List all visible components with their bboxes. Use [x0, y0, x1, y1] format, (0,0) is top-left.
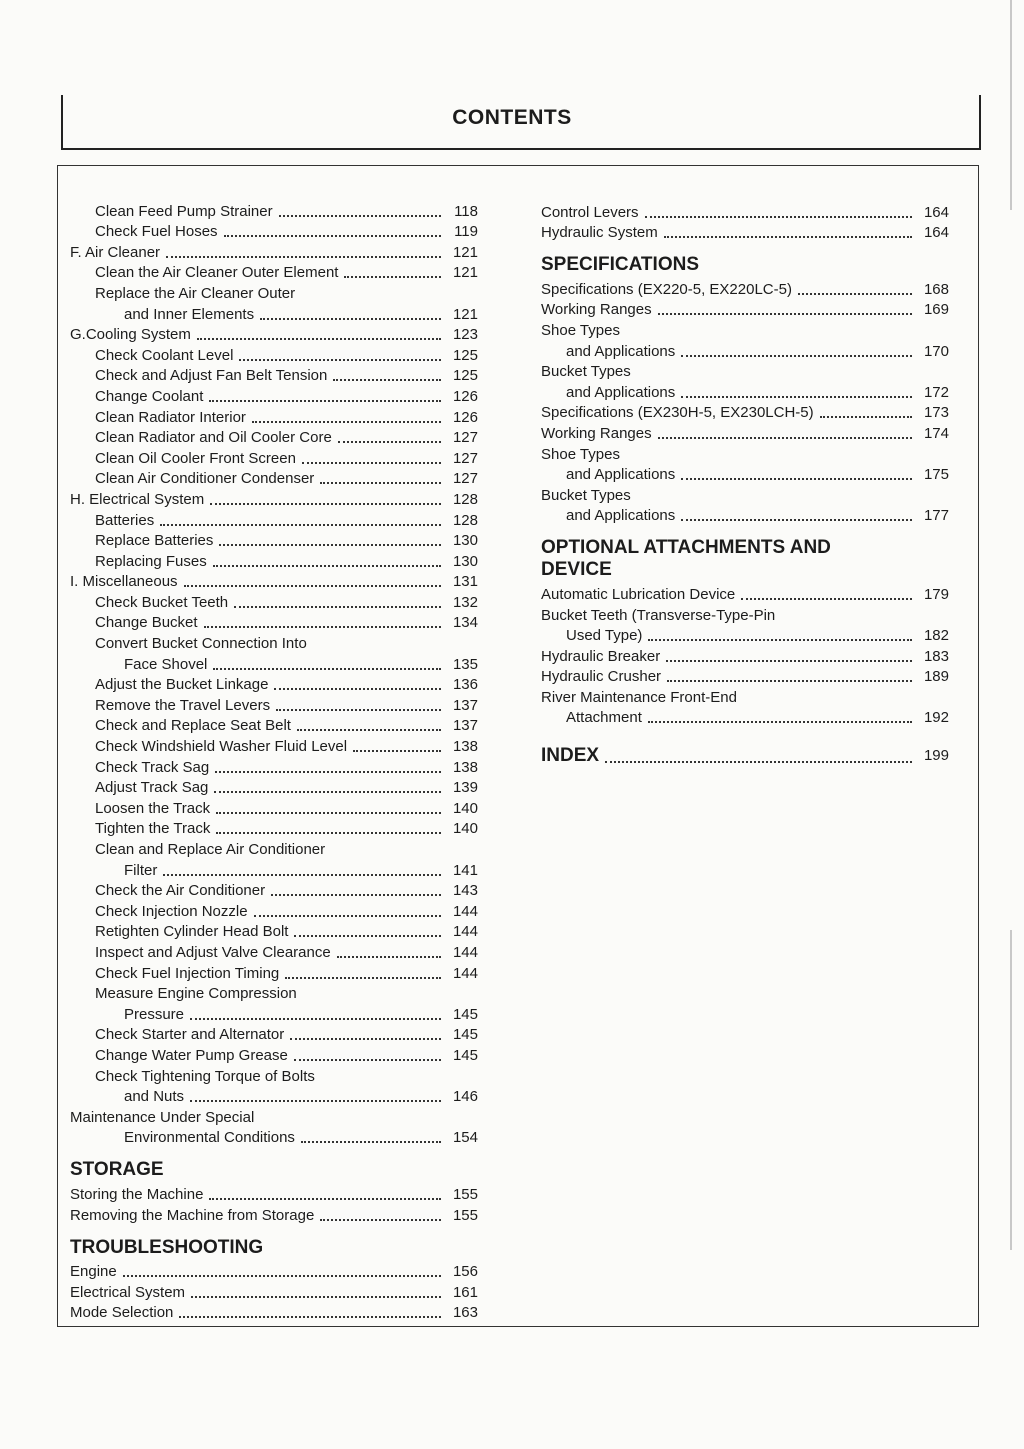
toc-entry-page: 199 — [923, 747, 949, 765]
toc-entry[interactable] — [70, 1085, 478, 1106]
toc-entry-title: Check Coolant Level — [95, 346, 234, 364]
dot-leader — [213, 553, 441, 567]
toc-entry-page: 140 — [452, 799, 478, 817]
toc-entry-title: Automatic Lubrication Device — [541, 585, 736, 603]
toc-entry-page: 126 — [452, 387, 478, 405]
dot-leader — [197, 326, 441, 340]
dot-leader — [191, 1284, 441, 1298]
toc-entry[interactable] — [70, 384, 478, 405]
dot-leader — [204, 614, 441, 628]
toc-entry-title: and Applications — [566, 466, 676, 484]
toc-entry-page: 121 — [452, 243, 478, 261]
dot-leader — [216, 800, 441, 814]
toc-entry-page: 134 — [452, 614, 478, 632]
toc-entry-page: 123 — [452, 326, 478, 344]
toc-entry-page: 145 — [452, 1005, 478, 1023]
toc-entry-page: 156 — [452, 1263, 478, 1281]
toc-entry[interactable] — [70, 302, 478, 323]
dot-leader — [239, 347, 441, 361]
toc-entry-page: 177 — [923, 507, 949, 525]
toc-entry-title: Specifications (EX220-5, EX220LC-5) — [541, 280, 792, 298]
toc-entry-title: Clean Feed Pump Strainer — [95, 202, 273, 220]
toc-entry[interactable] — [70, 1280, 478, 1301]
dot-leader — [331, 843, 441, 855]
toc-entry-title: Working Ranges — [541, 424, 652, 442]
toc-entry-title: Engine — [70, 1263, 117, 1281]
toc-entry-page: 170 — [923, 342, 949, 360]
dot-leader — [741, 586, 912, 600]
toc-entry[interactable] — [70, 1182, 478, 1203]
dot-leader — [648, 627, 912, 641]
toc-entry[interactable] — [70, 1260, 478, 1281]
toc-entry-title: Storing the Machine — [70, 1185, 204, 1203]
toc-entry-page: 118 — [454, 202, 478, 220]
toc-entry[interactable] — [70, 220, 478, 241]
section-heading: OPTIONAL ATTACHMENTS AND — [541, 537, 831, 559]
toc-entry[interactable] — [70, 323, 478, 344]
dot-leader — [637, 489, 912, 501]
toc-entry[interactable] — [70, 755, 478, 776]
toc-entry-title: Change Bucket — [95, 614, 198, 632]
toc-entry-page: 145 — [452, 1046, 478, 1064]
dot-leader — [294, 923, 441, 937]
dot-leader — [658, 301, 912, 315]
toc-entry[interactable] — [70, 817, 478, 838]
toc-entry-page: 189 — [923, 668, 949, 686]
toc-entry-page: 127 — [452, 470, 478, 488]
toc-entry[interactable] — [70, 261, 478, 282]
toc-entry[interactable] — [541, 318, 949, 339]
dot-leader — [313, 637, 441, 649]
toc-entry-page: 155 — [452, 1206, 478, 1224]
toc-entry[interactable] — [70, 1105, 478, 1126]
toc-entry[interactable] — [70, 982, 478, 1003]
toc-entry-title: Batteries — [95, 511, 155, 529]
dot-leader — [321, 1070, 441, 1082]
toc-entry-page: 128 — [452, 511, 478, 529]
toc-entry[interactable] — [541, 401, 949, 422]
toc-entry-page: 139 — [452, 779, 478, 797]
toc-entry-title: Inspect and Adjust Valve Clearance — [95, 943, 331, 961]
toc-entry-title: Check Fuel Hoses — [95, 223, 218, 241]
dot-leader — [645, 204, 912, 218]
dot-leader — [338, 429, 441, 443]
toc-entry-page: 164 — [923, 224, 949, 242]
dot-leader — [274, 676, 441, 690]
dot-leader — [190, 1006, 441, 1020]
dot-leader — [271, 882, 441, 896]
dot-leader — [681, 466, 912, 480]
toc-entry-title: I. Miscellaneous — [70, 573, 178, 591]
toc-entry[interactable] — [70, 1064, 478, 1085]
toc-entry[interactable] — [70, 405, 478, 426]
toc-entry[interactable] — [70, 879, 478, 900]
toc-entry-title: G.Cooling System — [70, 326, 191, 344]
dot-leader — [179, 1304, 441, 1318]
toc-entry-page: 144 — [452, 964, 478, 982]
dot-leader — [337, 944, 441, 958]
toc-entry-title: Bucket Types — [541, 363, 631, 381]
toc-entry[interactable] — [70, 1301, 478, 1322]
toc-entry[interactable] — [70, 631, 478, 652]
toc-entry-title: and Applications — [566, 342, 676, 360]
toc-entry-title: Hydraulic System — [541, 224, 658, 242]
dot-leader — [190, 1088, 441, 1102]
toc-entry-title: Environmental Conditions — [124, 1129, 295, 1147]
toc-entry-title: Working Ranges — [541, 301, 652, 319]
toc-entry[interactable] — [541, 624, 949, 645]
toc-entry[interactable] — [541, 685, 949, 706]
right-column — [541, 200, 949, 768]
dot-leader — [209, 1186, 441, 1200]
dot-leader — [224, 223, 441, 237]
dot-leader — [303, 987, 441, 999]
toc-entry-page: 169 — [923, 301, 949, 319]
toc-entry-page: 172 — [923, 383, 949, 401]
toc-entry[interactable] — [70, 796, 478, 817]
dot-leader — [209, 388, 441, 402]
toc-entry-title: Measure Engine Compression — [95, 985, 297, 1003]
section-heading: STORAGE — [70, 1159, 164, 1181]
toc-entry-page: 173 — [923, 404, 949, 422]
toc-entry[interactable] — [70, 199, 478, 220]
dot-leader — [637, 365, 912, 377]
toc-entry-page: 127 — [452, 449, 478, 467]
toc-entry-title: Adjust Track Sag — [95, 779, 209, 797]
toc-entry-page: 155 — [452, 1185, 478, 1203]
toc-entry[interactable] — [70, 920, 478, 941]
toc-entry-title: Check and Adjust Fan Belt Tension — [95, 367, 328, 385]
dot-leader — [626, 448, 912, 460]
dot-leader — [301, 287, 441, 299]
toc-entry-title: Clean and Replace Air Conditioner — [95, 841, 326, 858]
toc-entry-page: 143 — [452, 882, 478, 900]
toc-entry[interactable] — [70, 1126, 478, 1147]
toc-entry-title: Change Water Pump Grease — [95, 1046, 288, 1064]
toc-entry-page: 154 — [452, 1129, 478, 1147]
header-bottom-rule — [61, 148, 981, 150]
toc-entry[interactable] — [70, 858, 478, 879]
toc-entry-title: and Nuts — [124, 1088, 185, 1106]
toc-entry-page: 161 — [452, 1283, 478, 1301]
scan-edge-mark — [1010, 0, 1012, 210]
toc-entry[interactable] — [70, 1203, 478, 1224]
dot-leader — [320, 1207, 441, 1221]
dot-leader — [216, 820, 441, 834]
dot-leader — [213, 656, 441, 670]
dot-leader — [290, 1026, 441, 1040]
toc-entry-title: Bucket Types — [541, 486, 631, 504]
toc-entry-page: 145 — [452, 1026, 478, 1044]
dot-leader — [260, 1111, 441, 1123]
toc-entry-page: 182 — [923, 627, 949, 645]
toc-entry-title: Retighten Cylinder Head Bolt — [95, 923, 289, 941]
toc-entry-title: Clean Radiator Interior — [95, 408, 246, 426]
toc-entry-page: 144 — [452, 923, 478, 941]
toc-entry-page: 146 — [452, 1088, 478, 1106]
index-entry[interactable] — [541, 742, 949, 766]
toc-entry-page: 164 — [923, 203, 949, 221]
toc-entry-title: Check Starter and Alternator — [95, 1026, 285, 1044]
dot-leader — [333, 367, 441, 381]
toc-entry[interactable] — [541, 277, 949, 298]
toc-entry[interactable] — [70, 961, 478, 982]
toc-entry[interactable] — [541, 665, 949, 686]
toc-entry-title: Tighten the Track — [95, 820, 211, 838]
toc-entry-page: 121 — [452, 264, 478, 282]
toc-entry-page: 126 — [452, 408, 478, 426]
dot-leader — [667, 668, 912, 682]
dot-leader — [664, 224, 912, 238]
toc-entry[interactable] — [70, 734, 478, 755]
toc-entry-title: F. Air Cleaner — [70, 243, 161, 261]
dot-leader — [605, 749, 912, 763]
toc-entry-title: and Applications — [566, 383, 676, 401]
toc-entry-title: Shoe Types — [541, 445, 620, 463]
toc-entry-title: Bucket Teeth (Transverse-Type-Pin — [541, 606, 776, 624]
toc-entry-page: 141 — [452, 861, 478, 879]
section-heading: TROUBLESHOOTING — [70, 1236, 264, 1258]
toc-entry-title: Change Coolant — [95, 387, 204, 405]
toc-entry[interactable] — [70, 343, 478, 364]
dot-leader — [123, 1263, 441, 1277]
dot-leader — [648, 709, 912, 723]
dot-leader — [252, 409, 441, 423]
toc-entry[interactable] — [70, 549, 478, 570]
toc-entry-title: Adjust the Bucket Linkage — [95, 676, 269, 694]
section-heading: SPECIFICATIONS — [541, 254, 699, 276]
dot-leader — [254, 903, 441, 917]
toc-entry-page: 135 — [452, 655, 478, 673]
toc-entry-page: 136 — [452, 676, 478, 694]
toc-entry-page: 137 — [452, 717, 478, 735]
toc-entry[interactable] — [541, 298, 949, 319]
toc-entry[interactable] — [70, 1023, 478, 1044]
toc-entry-page: 137 — [452, 696, 478, 714]
toc-entry-title: Remove the Travel Levers — [95, 696, 271, 714]
toc-entry-page: 138 — [452, 758, 478, 776]
toc-entry-title: Check Injection Nozzle — [95, 902, 248, 920]
dot-leader — [234, 594, 441, 608]
toc-entry-title: Replace the Air Cleaner Outer — [95, 284, 296, 302]
toc-entry[interactable] — [541, 504, 949, 525]
dot-leader — [166, 244, 441, 258]
toc-entry[interactable] — [541, 644, 949, 665]
toc-entry[interactable] — [70, 240, 478, 261]
toc-entry-page: 125 — [452, 367, 478, 385]
toc-entry-title: Replacing Fuses — [95, 552, 207, 570]
toc-entry-title: Loosen the Track — [95, 799, 211, 817]
toc-entry-title: Attachment — [566, 709, 642, 727]
toc-entry[interactable] — [70, 281, 478, 302]
toc-entry-title: Check Track Sag — [95, 758, 210, 776]
toc-entry-page: 168 — [923, 280, 949, 298]
toc-entry[interactable] — [70, 1002, 478, 1023]
dot-leader — [344, 264, 441, 278]
dot-leader — [301, 1129, 441, 1143]
toc-entry-title: Clean Oil Cooler Front Screen — [95, 449, 296, 467]
toc-entry-title: Check Windshield Washer Fluid Level — [95, 738, 348, 756]
toc-entry[interactable] — [541, 421, 949, 442]
dot-leader — [626, 324, 912, 336]
toc-entry[interactable] — [70, 508, 478, 529]
toc-entry[interactable] — [70, 611, 478, 632]
toc-entry-page: 183 — [923, 647, 949, 665]
section-heading: DEVICE — [541, 559, 612, 581]
toc-entry-title: Check Tightening Torque of Bolts — [95, 1067, 315, 1085]
dot-leader — [214, 779, 441, 793]
toc-entry-title: Clean Air Conditioner Condenser — [95, 470, 315, 488]
toc-entry[interactable] — [541, 221, 949, 242]
toc-entry-page: 192 — [923, 709, 949, 727]
dot-leader — [681, 343, 912, 357]
toc-entry-page: 132 — [452, 593, 478, 611]
dot-leader — [681, 384, 912, 398]
toc-entry[interactable] — [70, 446, 478, 467]
toc-entry-page: 125 — [452, 346, 478, 364]
toc-entry[interactable] — [70, 693, 478, 714]
toc-entry-page: 119 — [454, 223, 478, 241]
toc-entry-title: Specifications (EX230H-5, EX230LCH-5) — [541, 404, 814, 422]
toc-entry-title: Used Type) — [566, 627, 643, 645]
dot-leader — [276, 697, 441, 711]
toc-entry[interactable] — [541, 380, 949, 401]
dot-leader — [658, 425, 912, 439]
toc-entry-title: Check Fuel Injection Timing — [95, 964, 280, 982]
toc-entry-title: INDEX — [541, 745, 600, 767]
page-title: CONTENTS — [452, 106, 572, 129]
toc-entry-page: 179 — [923, 585, 949, 603]
toc-entry[interactable] — [70, 570, 478, 591]
toc-entry-title: Mode Selection — [70, 1304, 174, 1322]
toc-entry[interactable] — [70, 776, 478, 797]
toc-entry-title: Control Levers — [541, 203, 639, 221]
toc-entry-page: 144 — [452, 943, 478, 961]
dot-leader — [681, 507, 912, 521]
toc-entry[interactable] — [70, 673, 478, 694]
toc-entry[interactable] — [70, 487, 478, 508]
toc-entry-title: Maintenance Under Special — [70, 1108, 255, 1126]
toc-entry-title: and Inner Elements — [124, 305, 255, 323]
toc-entry-title: Filter — [124, 861, 158, 879]
toc-entry[interactable] — [541, 463, 949, 484]
toc-entry-page: 128 — [452, 490, 478, 508]
toc-entry[interactable] — [541, 339, 949, 360]
toc-entry-title: Shoe Types — [541, 321, 620, 339]
toc-entry[interactable] — [70, 426, 478, 447]
dot-leader — [666, 648, 912, 662]
dot-leader — [297, 717, 441, 731]
toc-entry[interactable] — [70, 940, 478, 961]
toc-entry-title: Check and Replace Seat Belt — [95, 717, 291, 735]
toc-entry-page: 163 — [452, 1304, 478, 1322]
toc-entry-title: Hydraulic Breaker — [541, 647, 661, 665]
toc-entry-page: 138 — [452, 738, 478, 756]
dot-leader — [279, 203, 441, 217]
dot-leader — [320, 470, 441, 484]
toc-entry-title: Clean Radiator and Oil Cooler Core — [95, 429, 332, 447]
toc-entry-title: Hydraulic Crusher — [541, 668, 662, 686]
dot-leader — [285, 965, 441, 979]
toc-entry-title: Check the Air Conditioner — [95, 882, 266, 900]
toc-entry-title: Removing the Machine from Storage — [70, 1206, 315, 1224]
dot-leader — [798, 281, 912, 295]
toc-entry-page: 131 — [452, 573, 478, 591]
dot-leader — [160, 512, 441, 526]
toc-entry-page: 174 — [923, 424, 949, 442]
toc-entry-title: Replace Batteries — [95, 532, 214, 550]
toc-entry-title: Clean the Air Cleaner Outer Element — [95, 264, 339, 282]
toc-entry[interactable] — [70, 364, 478, 385]
toc-entry[interactable] — [70, 837, 478, 858]
toc-entry[interactable] — [541, 360, 949, 381]
toc-entry[interactable] — [70, 529, 478, 550]
toc-entry-title: Check Bucket Teeth — [95, 593, 229, 611]
dot-leader — [781, 609, 912, 621]
toc-entry[interactable] — [541, 582, 949, 603]
toc-entry[interactable] — [70, 714, 478, 735]
dot-leader — [302, 450, 441, 464]
toc-entry[interactable] — [70, 899, 478, 920]
toc-entry[interactable] — [70, 467, 478, 488]
toc-entry-title: Electrical System — [70, 1283, 186, 1301]
toc-entry-page: 175 — [923, 466, 949, 484]
toc-entry[interactable] — [541, 200, 949, 221]
dot-leader — [260, 306, 441, 320]
toc-entry-title: River Maintenance Front-End — [541, 688, 737, 706]
toc-entry[interactable] — [541, 603, 949, 624]
dot-leader — [820, 404, 912, 418]
dot-leader — [294, 1047, 441, 1061]
toc-entry[interactable] — [70, 1043, 478, 1064]
toc-entry[interactable] — [541, 483, 949, 504]
toc-entry[interactable] — [541, 706, 949, 727]
toc-entry-page: 140 — [452, 820, 478, 838]
left-column — [70, 199, 478, 1321]
dot-leader — [353, 738, 441, 752]
toc-entry-title: Convert Bucket Connection Into — [95, 635, 307, 653]
dot-leader — [184, 573, 441, 587]
dot-leader — [743, 691, 912, 703]
scan-edge-mark — [1010, 930, 1012, 1250]
toc-entry-title: Face Shovel — [124, 655, 208, 673]
toc-entry-page: 144 — [452, 902, 478, 920]
toc-entry-page: 121 — [452, 305, 478, 323]
toc-entry[interactable] — [70, 590, 478, 611]
toc-entry[interactable] — [70, 652, 478, 673]
toc-entry-title: H. Electrical System — [70, 490, 205, 508]
toc-entry-page: 127 — [452, 429, 478, 447]
toc-entry[interactable] — [541, 442, 949, 463]
toc-entry-page: 130 — [452, 532, 478, 550]
dot-leader — [210, 491, 441, 505]
toc-entry-title: Pressure — [124, 1005, 185, 1023]
dot-leader — [219, 532, 441, 546]
dot-leader — [163, 862, 441, 876]
toc-entry-page: 130 — [452, 552, 478, 570]
dot-leader — [215, 759, 441, 773]
toc-entry-title: and Applications — [566, 507, 676, 525]
